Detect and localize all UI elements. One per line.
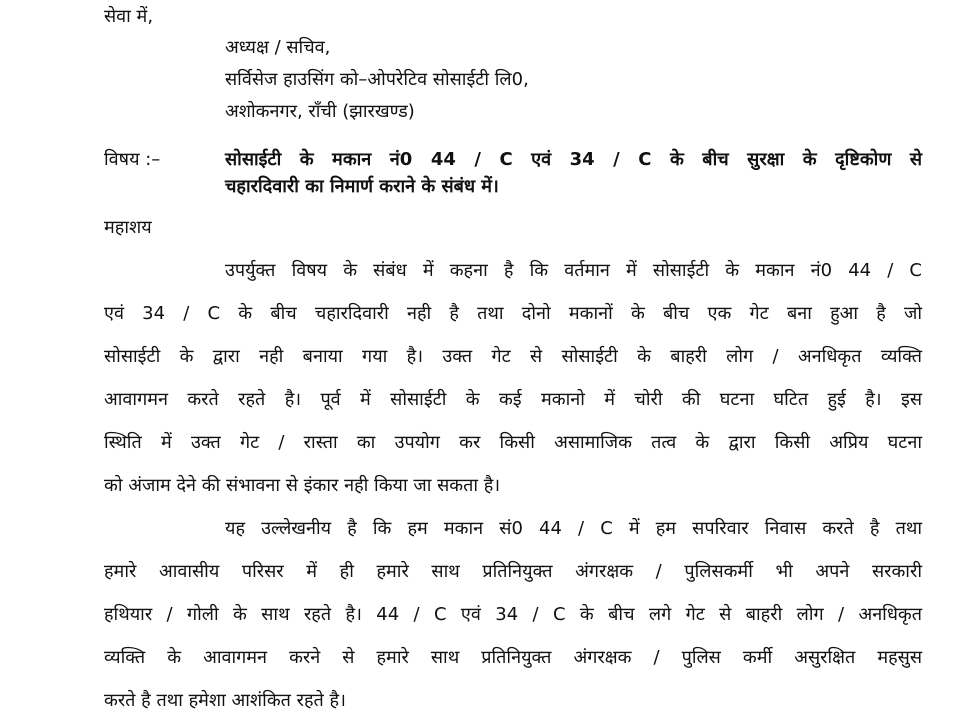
paragraph-1-line-5: स्थिति में उक्त गेट / रास्ता का उपयोग कर किसी असामाजिक तत्व के द्वारा किसी अप्रिय घटना: [104, 432, 922, 453]
paragraph-2-line-2: हमारे आवासीय परिसर में ही हमारे साथ प्रतिनियुक्त अंगरक्षक / पुलिसकर्मी भी अपने सरकारी: [104, 561, 922, 582]
subject-line-1: सोसाईटी के मकान नं0 44 / C एवं 34 / C के बीच सुरक्षा के दृष्टिकोण से: [225, 149, 922, 170]
paragraph-1-line-2: एवं 34 / C के बीच चहारदिवारी नही है तथा दोनो मकानों के बीच एक गेट बना हुआ है जो: [104, 303, 922, 324]
addressee-line-3: अशोकनगर, राँची (झारखण्ड): [225, 101, 415, 122]
subject-label: विषय :–: [104, 149, 161, 170]
salutation-to: सेवा में,: [104, 6, 154, 27]
paragraph-1-line-6: को अंजाम देने की संभावना से इंकार नही किया जा सकता है।: [104, 475, 501, 496]
greeting: महाशय: [104, 217, 152, 238]
addressee-line-2: सर्विसेज हाउसिंग को–ओपरेटिव सोसाईटी लि0,: [225, 69, 529, 90]
paragraph-2-line-4: व्यक्ति के आवागमन करने से हमारे साथ प्रतिनियुक्त अंगरक्षक / पुलिस कर्मी असुरक्षित महसुस: [104, 647, 922, 668]
paragraph-2-line-5: करते है तथा हमेशा आशंकित रहते है।: [104, 690, 346, 711]
paragraph-1-line-1: उपर्युक्त विषय के संबंध में कहना है कि वर्तमान में सोसाईटी के मकान नं0 44 / C: [225, 260, 922, 281]
addressee-line-1: अध्यक्ष / सचिव,: [225, 37, 331, 58]
paragraph-1-line-4: आवागमन करते रहते है। पूर्व में सोसाईटी के कई मकानो में चोरी की घटना घटित हुई है। इस: [104, 389, 922, 410]
subject-line-2: चहारदिवारी का निमार्ण कराने के संबंध में।: [225, 176, 499, 197]
paragraph-1-line-3: सोसाईटी के द्वारा नही बनाया गया है। उक्त गेट से सोसाईटी के बाहरी लोग / अनधिकृत व्यक्ति: [104, 346, 922, 367]
paragraph-2-line-1: यह उल्लेखनीय है कि हम मकान सं0 44 / C में हम सपरिवार निवास करते है तथा: [225, 518, 922, 539]
paragraph-2-line-3: हथियार / गोली के साथ रहते है। 44 / C एवं 34 / C के बीच लगे गेट से बाहरी लोग / अनधिकृत: [104, 604, 922, 625]
